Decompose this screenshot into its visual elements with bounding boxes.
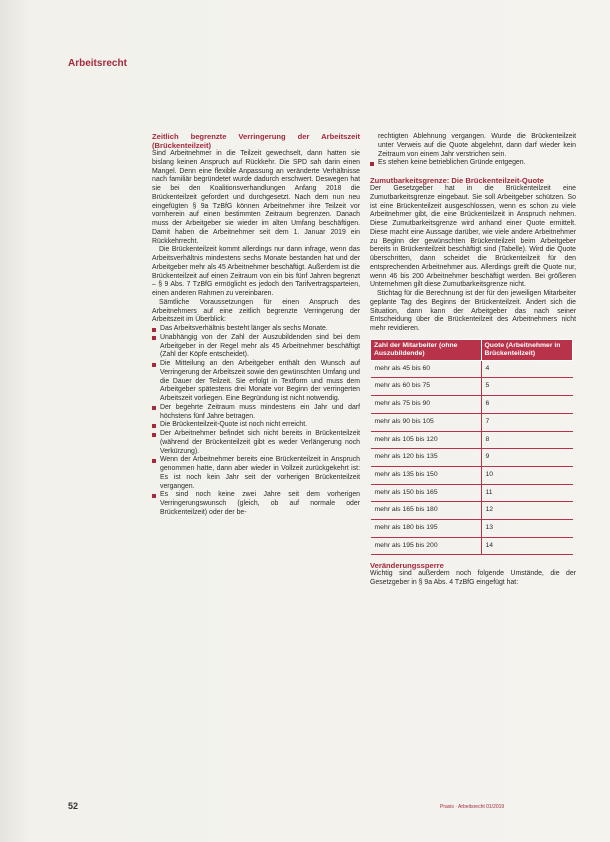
table-cell: 14	[481, 537, 573, 555]
table-header-quota: Quote (Arbeitnehmer in Brückenteilzeit)	[481, 339, 573, 360]
table-cell: mehr als 165 bis 180	[371, 502, 482, 520]
table-row	[371, 537, 573, 555]
table-row	[371, 502, 573, 520]
table-header-row	[371, 339, 573, 360]
table-cell: 13	[481, 520, 573, 538]
list-item: Wenn der Arbeitnehmer bereits eine Brückenteilzeit in Anspruch genommen hatte, dann aber wieder in Vollzeit zurückgekehrt ist: Es ist noch kein Jahr seit der vorherigen Brückenteilzeit vergangen.	[152, 456, 360, 491]
table-row	[371, 466, 573, 484]
quota-table	[370, 339, 573, 556]
table-cell: 10	[481, 466, 573, 484]
paragraph: Wichtig sind außerdem noch folgende Umstände, die der Gesetzgeber in § 9a Abs. 4 TzBfG eingefügt hat:	[370, 570, 576, 587]
table-header-employees: Zahl der Mitarbeiter (ohne Auszubildende)	[371, 339, 482, 360]
table-cell: mehr als 120 bis 135	[371, 449, 482, 467]
requirements-list-continued	[370, 159, 576, 168]
right-column	[370, 133, 576, 588]
table-row	[371, 431, 573, 449]
paragraph: Sämtliche Voraussetzungen für einen Anspruch des Arbeitnehmers auf eine zeitlich begrenzte Verringerung der Arbeitszeit im Überblick:	[152, 298, 360, 324]
list-item: Es stehen keine betrieblichen Gründe entgegen.	[370, 159, 576, 168]
table-row	[371, 413, 573, 431]
section-heading-lock: Veränderungssperre	[370, 561, 444, 571]
table-cell: mehr als 105 bis 120	[371, 431, 482, 449]
paragraph: Stichtag für die Berechnung ist der für den jeweiligen Mitarbeiter geplante Tag des Beginns der Brückenteilzeit. Ändert sich die Situation, dann kann der Arbeitgeber das nach seiner Entscheidung über die Brückenteilzeit des Arbeitnehmers nicht mehr revidieren.	[370, 290, 576, 332]
table-cell: 11	[481, 484, 573, 502]
paragraph: Die Brückenteilzeit kommt allerdings nur dann infrage, wenn das Arbeitsverhältnis mindestens sechs Monate bestanden hat und der Arbeitgeber mehr als 45 Arbeitnehmer beschäftigt. Außerdem ist die Brückenteilzeit auf einen Zeitraum von ein bis fünf Jahren begrenzt – § 9 Abs. 7 TzBfG ermöglicht es jedoch den Tarifvertragsparteien, einen anderen Rahmen zu vereinbaren.	[152, 246, 360, 297]
table-cell: mehr als 90 bis 105	[371, 413, 482, 431]
table-cell: 8	[481, 431, 573, 449]
table-cell: mehr als 60 bis 75	[371, 378, 482, 396]
list-item: Unabhängig von der Zahl der Auszubildenden sind bei dem Arbeitgeber in der Regel mehr als 45 Arbeitnehmer beschäftigt (Zahl der Köpfe entscheidet).	[152, 334, 360, 360]
paragraph-continuation: rechtigten Ablehnung vergangen. Wurde die Brückenteilzeit unter Verweis auf die Quote abgelehnt, dann darf wieder kein Zeitraum von einem Jahr verstrichen sein.	[378, 133, 576, 158]
publication-footer: Praxis · Arbeitsrecht 01/2019	[440, 804, 505, 810]
table-cell: mehr als 135 bis 150	[371, 466, 482, 484]
table-cell: 4	[481, 360, 573, 378]
table-cell: 5	[481, 378, 573, 396]
list-item: Die Mitteilung an den Arbeitgeber enthält den Wunsch auf Verringerung der Arbeitszeit sowie den gewünschten Umfang und die Dauer der Teilzeit. Sie erfolgt in Textform und muss dem Arbeitgeber spätestens drei Monate vor Beginn der verringerten Arbeitszeit vorliegen. Eine Begründung ist nicht notwendig.	[152, 360, 360, 404]
table-row	[371, 360, 573, 378]
table-cell: 6	[481, 396, 573, 414]
table-row	[371, 520, 573, 538]
table-cell: mehr als 180 bis 195	[371, 520, 482, 538]
table-cell: 12	[481, 502, 573, 520]
table-cell: 7	[481, 413, 573, 431]
list-item: Der Arbeitnehmer befindet sich nicht bereits in Brückenteilzeit (während der Brückenteilzeit gibt es weder Verlängerung noch Verkürzung).	[152, 430, 360, 456]
table-row	[371, 484, 573, 502]
table-cell: mehr als 150 bis 165	[371, 484, 482, 502]
paragraph: Sind Arbeitnehmer in die Teilzeit gewechselt, dann hatten sie bislang keinen Anspruch auf Rückkehr. Die SPD sah darin einen Mangel. Denn eine flexible Anpassung an veränderte Verhältnisse nach familiär begründetet wurde dadurch erschwert. Deswegen hat sie bei den Koalitionsverhandlungen Anfang 2018 die Brückenteilzeit gefordert und durchgesetzt. Nach dem nun neu eingefügten § 9a TzBfG können Arbeitnehmer ihre Teilzeit vor vornherein auf einen bestimmten Zeitraum begrenzen. Danach muss der Arbeitgeber sie wieder im alten Umfang beschäftigen. Damit haben die Arbeitnehmer seit dem 1. Januar 2019 ein Rückkehrrecht.	[152, 150, 360, 245]
list-item: Es sind noch keine zwei Jahre seit dem vorherigen Verringerungswunsch (gleich, ob auf normale oder Brückenteilzeit) oder der be-	[152, 491, 360, 517]
table-row	[371, 378, 573, 396]
section-heading-quota: Zumutbarkeitsgrenze: Die Brückenteilzeit-Quote	[370, 176, 544, 185]
table-cell: 9	[481, 449, 573, 467]
requirements-list	[152, 325, 360, 518]
table-row	[371, 449, 573, 467]
list-item: Das Arbeitsverhältnis besteht länger als sechs Monate.	[152, 325, 360, 334]
left-column	[152, 132, 360, 518]
table-cell: mehr als 195 bis 200	[371, 537, 482, 555]
article-heading: Zeitlich begrenzte Verringerung der Arbeitszeit (Brückenteilzeit)	[152, 132, 360, 150]
table-cell: mehr als 45 bis 60	[371, 360, 482, 378]
list-item: Die Brückenteilzeit-Quote ist noch nicht erreicht.	[152, 421, 360, 430]
section-label: Arbeitsrecht	[68, 58, 127, 69]
paragraph: Der Gesetzgeber hat in die Brückenteilzeit eine Zumutbarkeitsgrenze eingebaut. Sie soll Arbeitgeber schützen. So ist eine Brückenteilzeit ausgeschlossen, wenn es schon zu viele Arbeitnehmer gibt, die eine Brückenteilzeit in Anspruch nehmen. Diese Zumutbarkeitsgrenze wird anhand einer Quote ermittelt. Diese macht eine Aussage darüber, wie viele andere Arbeitnehmer zu Beginn der gewünschten Brückenteilzeit beim Arbeitgeber bereits in Brückenteilzeit beschäftigt sind (Tabelle). Wird die Quote überschritten, dann scheidet die Brückenteilzeit für den entsprechenden Arbeitnehmer aus. Allerdings greift die Quote nur, wenn 46 bis 200 Arbeitnehmer beschäftigt werden. Bei größeren Unternehmen gilt diese Zumutbarkeitsgrenze nicht.	[370, 185, 576, 289]
page-number: 52	[68, 801, 79, 811]
table-row	[371, 396, 573, 414]
table-cell: mehr als 75 bis 90	[371, 396, 482, 414]
list-item: Der begehrte Zeitraum muss mindestens ein Jahr und darf höchstens fünf Jahre betragen.	[152, 404, 360, 422]
